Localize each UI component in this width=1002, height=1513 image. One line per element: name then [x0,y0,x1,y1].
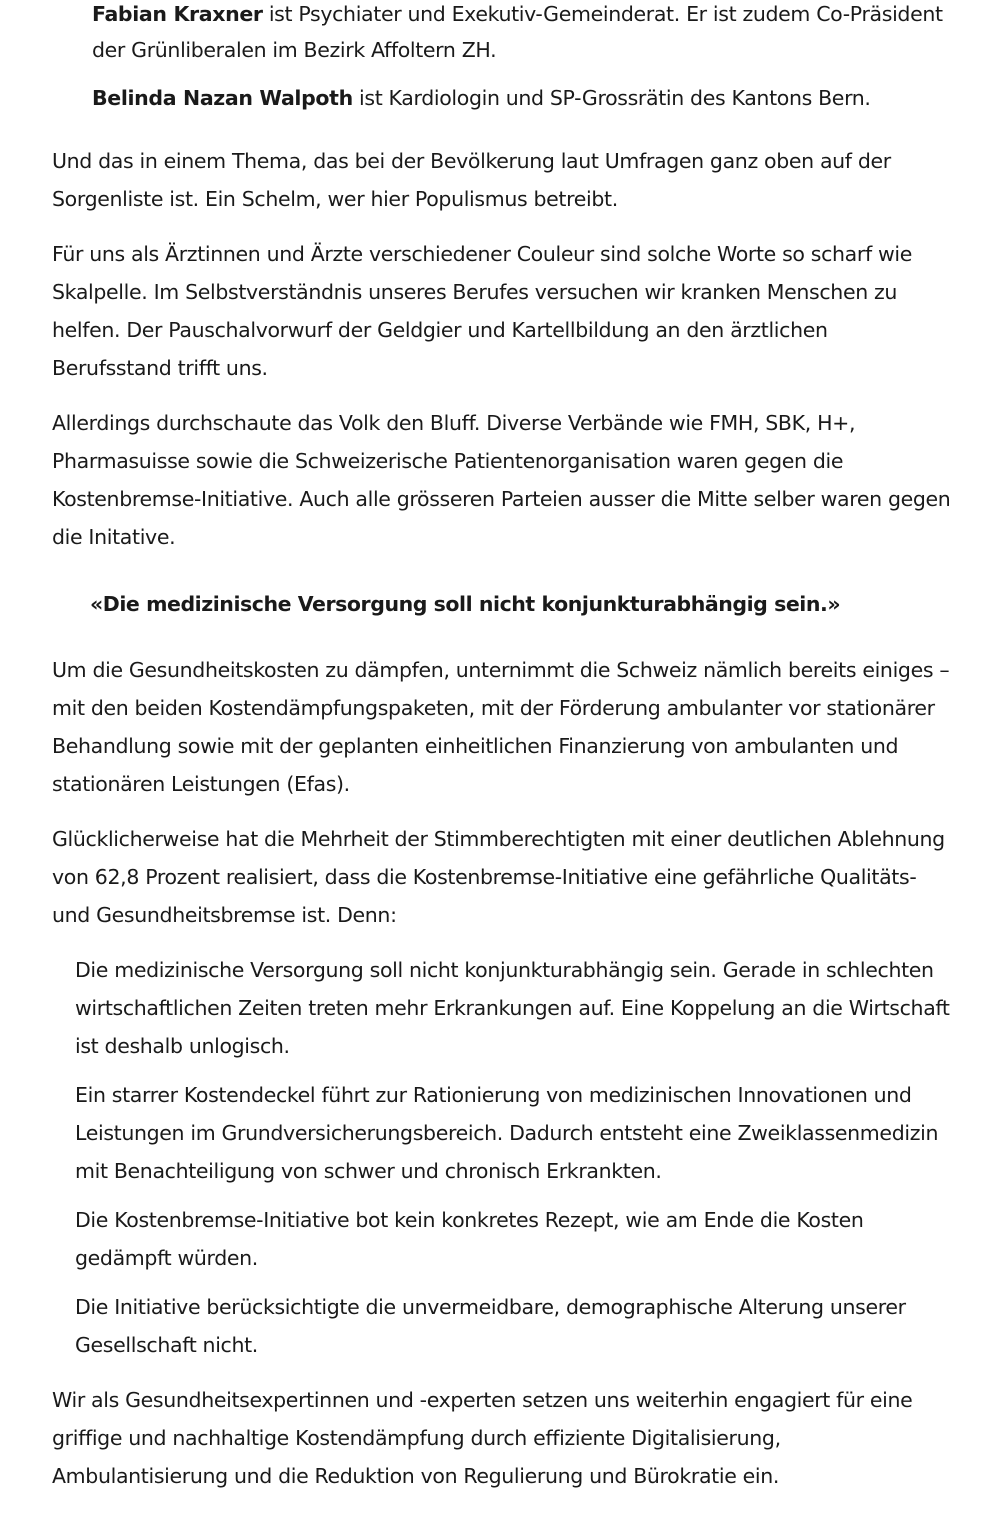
paragraph: Für uns als Ärztinnen und Ärzte verschiedener Couleur sind solche Worte so scharf wie Skalpelle. Im Selbstverständnis unseres Berufes versuchen wir kranken Menschen zu helfen. Der Pauschalvorwurf der Geldgier und Kartellbildung an den ärztlichen Berufsstand trifft uns. [52,242,913,380]
author-name: Fabian Kraxner [92,2,263,26]
list-item: Die Initiative berücksichtigte die unvermeidbare, demographische Alterung unserer Gesellschaft nicht. [75,1295,906,1357]
author-name: Belinda Nazan Walpoth [92,86,353,110]
pull-quote: «Die medizinische Versorgung soll nicht konjunkturabhängig sein.» [90,592,841,616]
author-bio-text: ist Psychiater und Exekutiv-Gemeinderat. Er ist zudem Co-Präsident der Grünliberalen im Bezirk Affoltern ZH. [92,2,943,62]
paragraph: Glücklicherweise hat die Mehrheit der Stimmberechtigten mit einer deutlichen Ablehnung von 62,8 Prozent realisiert, dass die Kostenbremse-Initiative eine gefährliche Qualitäts- und Gesundheitsbremse ist. Denn: [52,827,945,927]
closing-paragraph: Wir als Gesundheitsexpertinnen und -experten setzen uns weiterhin engagiert für eine griffige und nachhaltige Kostendämpfung durch effiziente Digitalisierung, Ambulantisierung und die Reduktion von Regulierung und Bürokratie ein. [52,1388,913,1488]
paragraph: Und das in einem Thema, das bei der Bevölkerung laut Umfragen ganz oben auf der Sorgenliste ist. Ein Schelm, wer hier Populismus betreibt. [52,149,891,211]
paragraph: Allerdings durchschaute das Volk den Bluff. Diverse Verbände wie FMH, SBK, H+, Pharmasuisse sowie die Schweizerische Patientenorganisation waren gegen die Kostenbremse-Initiative. Auch alle grösseren Parteien ausser die Mitte selber waren gegen die Initative. [52,411,951,549]
article-body [52,0,952,1495]
author-bio [92,80,952,116]
list-item: Die Kostenbremse-Initiative bot kein konkretes Rezept, wie am Ende die Kosten gedämpft würden. [75,1208,864,1270]
paragraph: Um die Gesundheitskosten zu dämpfen, unternimmt die Schweiz nämlich bereits einiges – mit den beiden Kostendämpfungspaketen, mit der Förderung ambulanter vor stationärer Behandlung sowie mit der geplanten einheitlichen Finanzierung von ambulanten und stationären Leistungen (Efas). [52,658,950,796]
reasons-list [52,951,952,1364]
author-bio-text: ist Kardiologin und SP-Grossrätin des Kantons Bern. [352,86,871,110]
list-item: Ein starrer Kostendeckel führt zur Rationierung von medizinischen Innovationen und Leistungen im Grundversicherungsbereich. Dadurch entsteht eine Zweiklassenmedizin mit Benachteiligung von schwer und chronisch Erkrankten. [75,1083,939,1183]
list-item: Die medizinische Versorgung soll nicht konjunkturabhängig sein. Gerade in schlechten wirtschaftlichen Zeiten treten mehr Erkrankungen auf. Eine Koppelung an die Wirtschaft ist deshalb unlogisch. [75,958,950,1058]
author-bio [92,0,952,68]
